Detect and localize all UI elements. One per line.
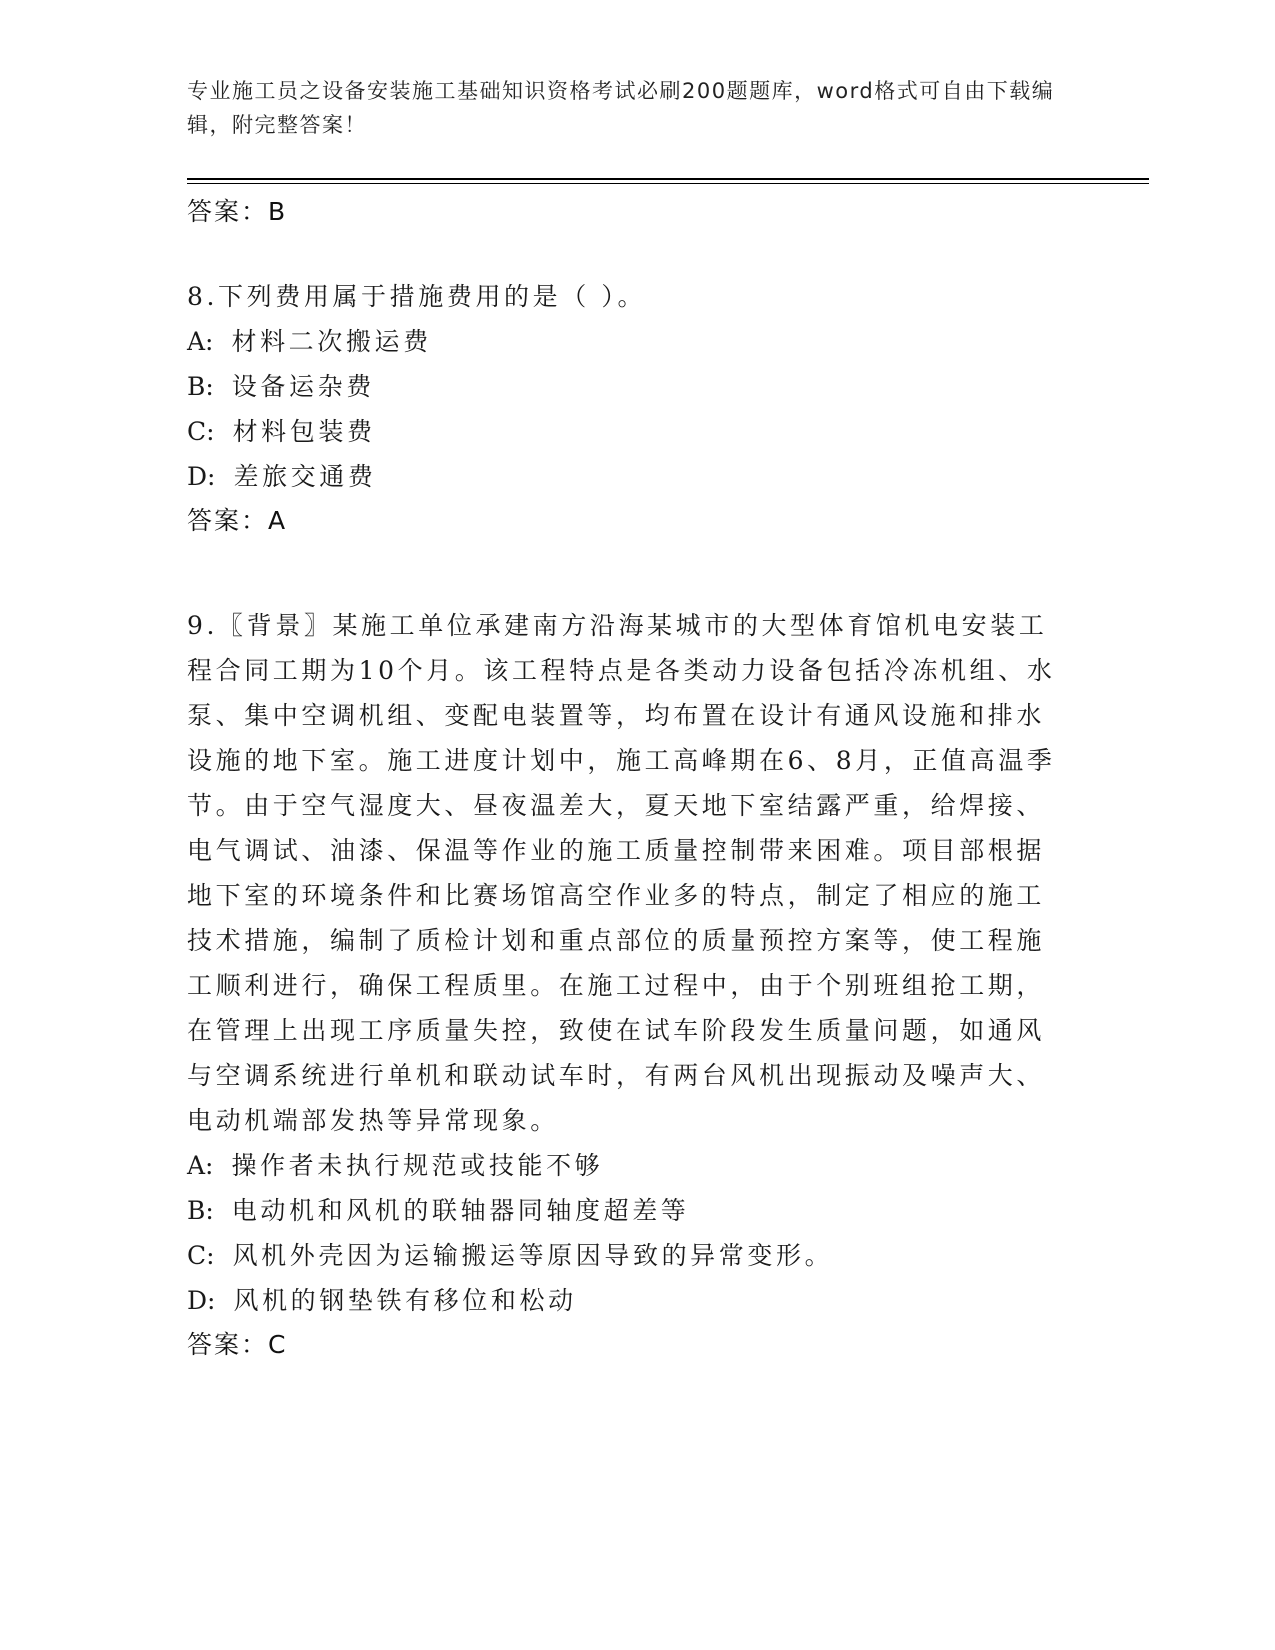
question-9-option-b xyxy=(187,1188,1067,1233)
question-8-option-c xyxy=(187,409,1067,454)
question-9 xyxy=(187,603,1067,1367)
option-letter: C: xyxy=(187,1241,215,1270)
document-body xyxy=(187,190,1067,1367)
option-text: 风机外壳因为运输搬运等原因导致的异常变形。 xyxy=(232,1241,834,1270)
header-rule-thick xyxy=(187,178,1149,180)
option-letter: C: xyxy=(187,417,215,446)
option-text: 风机的钢垫铁有移位和松动 xyxy=(233,1286,577,1315)
header-rule-thin xyxy=(187,183,1149,184)
option-letter: D: xyxy=(187,462,216,491)
option-text: 材料包装费 xyxy=(232,417,376,446)
spacer xyxy=(187,543,1067,603)
option-text: 操作者未执行规范或技能不够 xyxy=(231,1151,604,1180)
option-text: 设备运杂费 xyxy=(231,372,375,401)
previous-question-answer: 答案：B xyxy=(187,197,288,226)
option-letter: B: xyxy=(187,1196,214,1225)
question-9-option-c xyxy=(187,1233,1067,1278)
document-header-title: 专业施工员之设备安装施工基础知识资格考试必刷200题题库，word格式可自由下载编辑，附完整答案！ xyxy=(187,79,1055,137)
option-letter: B: xyxy=(187,372,214,401)
option-letter: D: xyxy=(187,1286,216,1315)
question-8 xyxy=(187,274,1067,543)
question-8-option-b xyxy=(187,364,1067,409)
option-text: 材料二次搬运费 xyxy=(231,327,432,356)
question-8-answer: 答案：A xyxy=(187,506,288,535)
option-letter: A: xyxy=(187,1151,214,1180)
option-text: 电动机和风机的联轴器同轴度超差等 xyxy=(231,1196,690,1225)
option-text: 差旅交通费 xyxy=(233,462,377,491)
question-9-option-d xyxy=(187,1278,1067,1323)
option-letter: A: xyxy=(187,327,214,356)
spacer xyxy=(187,234,1067,274)
question-8-option-d xyxy=(187,454,1067,499)
question-8-option-a xyxy=(187,319,1067,364)
question-9-answer: 答案：C xyxy=(187,1330,288,1359)
question-9-option-a xyxy=(187,1143,1067,1188)
question-9-stem: 9.〖背景〗某施工单位承建南方沿海某城市的大型体育馆机电安装工程合同工期为10个月。该工程特点是各类动力设备包括冷冻机组、水泵、集中空调机组、变配电装置等，均布置在设计有通风设施和排水设施的地下室。施工进度计划中，施工高峰期在6、8月，正值高温季节。由于空气湿度大、昼夜温差大，夏天地下室结露严重，给焊接、电气调试、油漆、保温等作业的施工质量控制带来困难。项目部根据地下室的环境条件和比赛场馆高空作业多的特点，制定了相应的施工技术措施，编制了质检计划和重点部位的质量预控方案等，使工程施工顺利进行，确保工程质里。在施工过程中，由于个别班组抢工期，在管理上出现工序质量失控，致使在试车阶段发生质量问题，如通风与空调系统进行单机和联动试车时，有两台风机出现振动及噪声大、电动机端部发热等异常现象。 xyxy=(187,611,1056,1135)
question-8-stem: 8.下列费用属于措施费用的是（ ）。 xyxy=(187,282,647,311)
